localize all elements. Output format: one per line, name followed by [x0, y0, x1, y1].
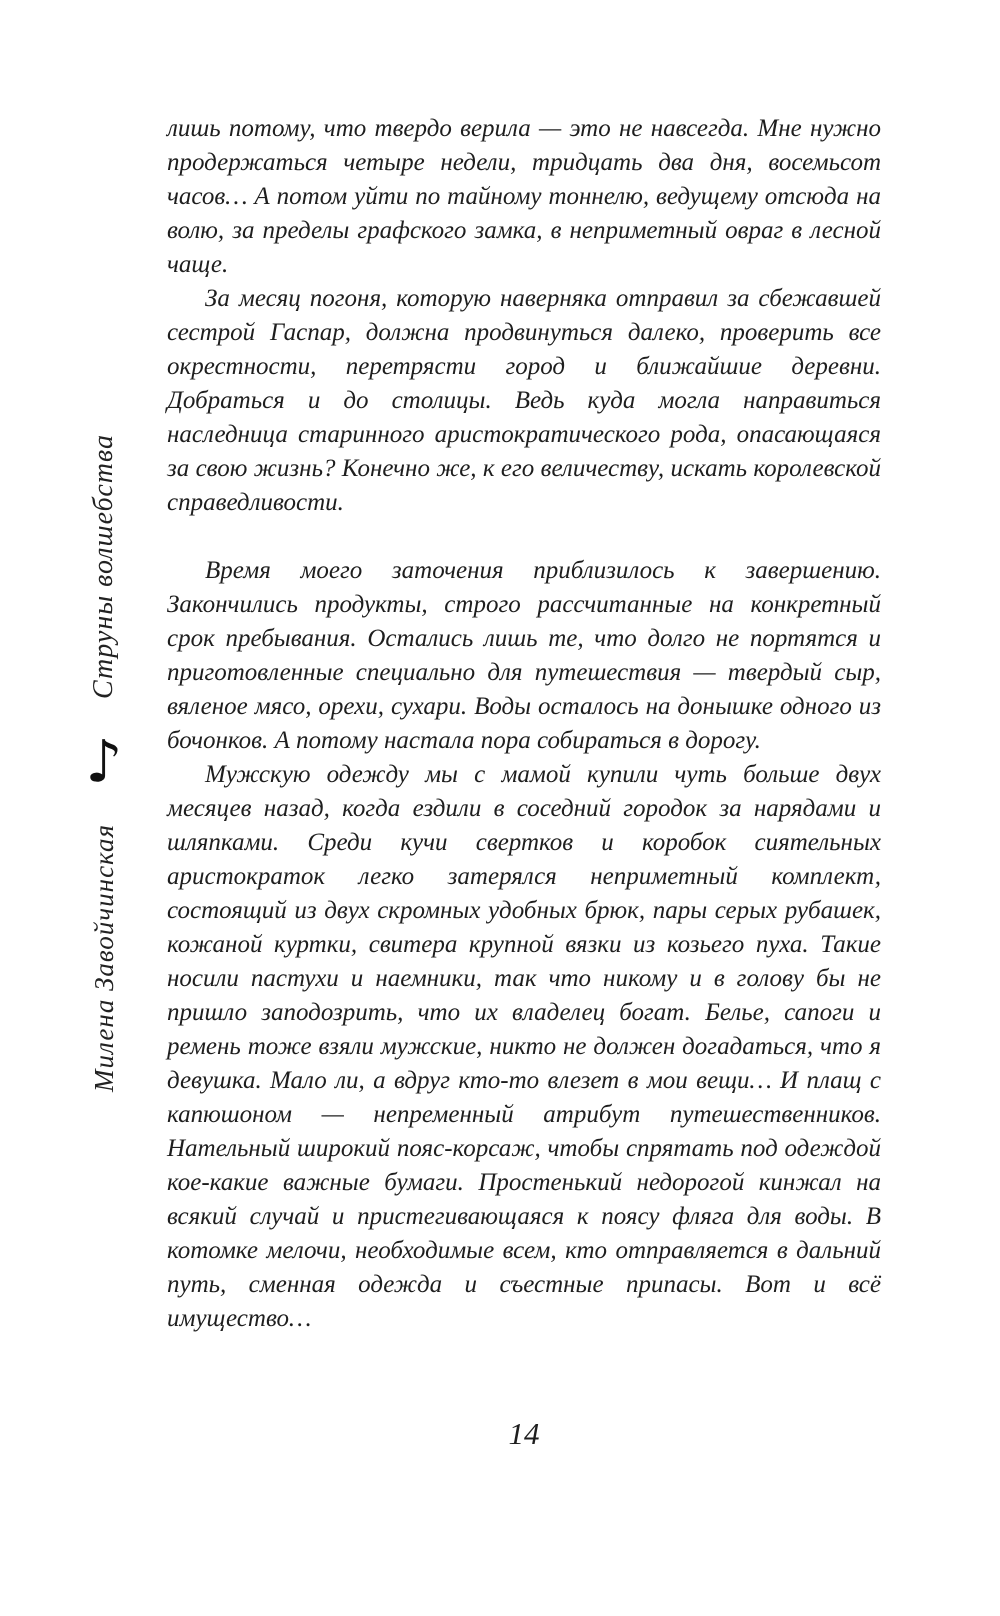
paragraph: лишь потому, что твердо верила — это не навсегда. Мне нужно продержаться четыре недели, тридцать два дня, восемьсот часов… А потом уйти по тайному тоннелю, ведущему отсюда на волю, за пределы графского замка, в неприметный овраг в лесной чаще. [167, 115, 881, 278]
body-text [167, 112, 881, 1336]
page-number: 14 [508, 1416, 540, 1451]
paragraph: Мужскую одежду мы с мамой купили чуть больше двух месяцев назад, когда ездили в соседний городок за нарядами и шляпками. Среди кучи свертков и коробок сиятельных аристократок легко затерялся неприметный комплект, состоящий из двух скромных удобных брюк, пары серых рубашек, кожаной куртки, свитера крупной вязки из козьего пуха. Такие носили пастухи и наемники, так что никому и в голову бы не пришло заподозрить, что их владелец богат. Белье, сапоги и ремень тоже взяли мужские, никто не должен догадаться, что я девушка. Мало ли, а вдруг кто-то влезет в мои вещи… И плащ с капюшоном — непременный атрибут путешественников. Нательный широкий пояс-корсаж, чтобы спрятать под одеждой кое-какие важные бумаги. Простенький недорогой кинжал на всякий случай и пристегивающаяся к поясу фляга для воды. В котомке мелочи, необходимые всем, кто отправляется в дальний путь, сменная одежда и съестные припасы. Вот и всё имущество… [167, 761, 881, 1332]
spine-author-name: Милена Завойчинская [88, 823, 119, 1092]
music-note-icon: ♪ [85, 727, 123, 796]
paragraph: Время моего заточения приблизилось к завершению. Закончились продукты, строго рассчитанные на конкретный срок пребывания. Остались лишь те, что долго не портятся и приготовленные специально для путешествия — твердый сыр, вяленое мясо, орехи, сухари. Воды осталось на донышке одного из бочонков. А потому настала пора собираться в дорогу. [167, 557, 881, 754]
spine-vertical-text [68, 434, 140, 1092]
paragraph: За месяц погоня, которую наверняка отправил за сбежавшей сестрой Гаспар, должна продвинуться далеко, проверить все окрестности, перетрясти город и ближайшие деревни. Добраться и до столицы. Ведь куда могла направиться наследница старинного аристократического рода, опасающаяся за свою жизнь? Конечно же, к его величеству, искать королевской справедливости. [167, 285, 881, 516]
spine-book-title: Струны волшебства [88, 434, 119, 700]
